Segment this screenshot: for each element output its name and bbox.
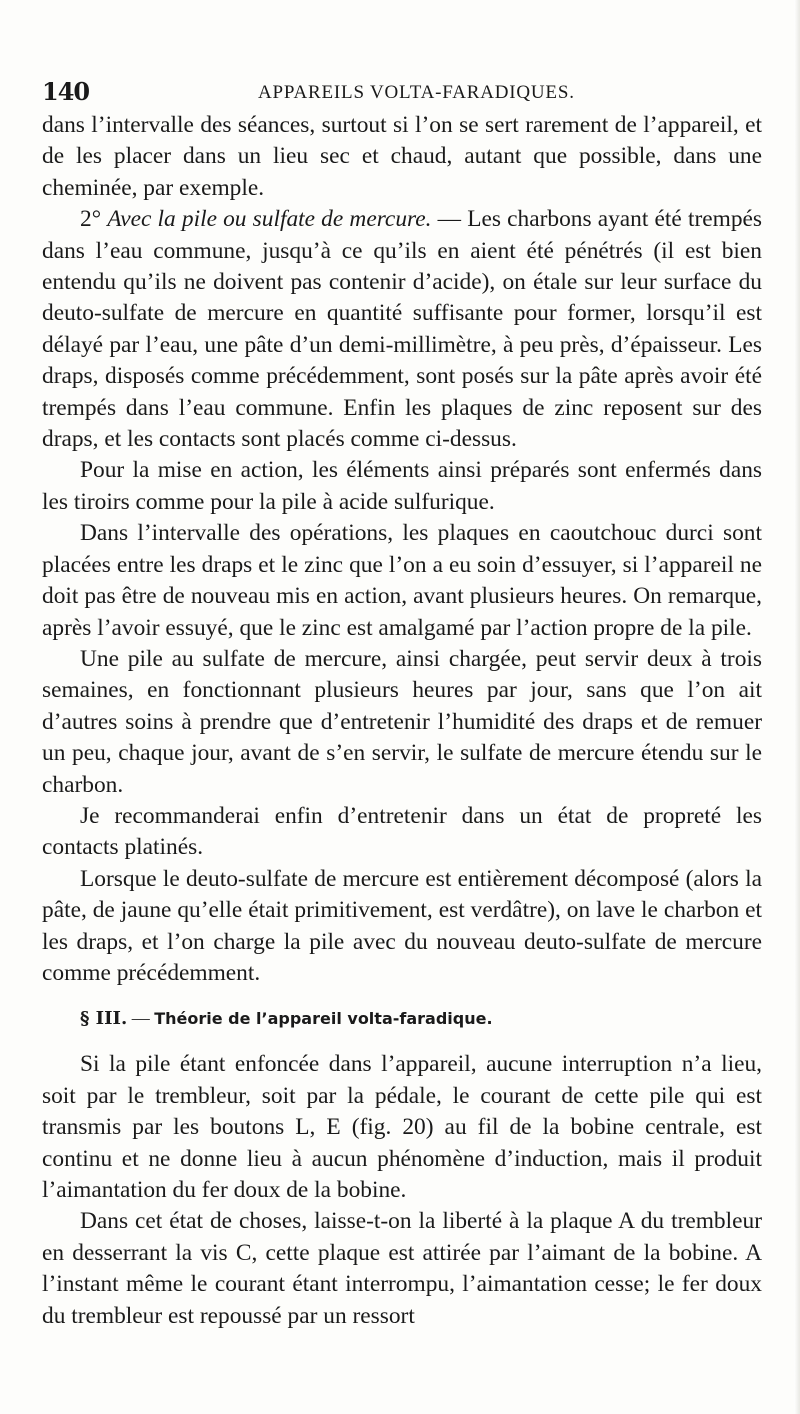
paragraph-5: Une pile au sulfate de mercure, ainsi chargée, peut servir deux à trois semaines, en fonctionnant plusieurs heures par jour, sans que l’on ait d’autres soins à prendre que d’entretenir l’humidité des draps et de remuer un peu, chaque jour, avant de s’en servir, le sulfate de mercure étendu sur le charbon.: [42, 645, 762, 798]
paragraph-2: [42, 204, 762, 455]
paragraph-1: dans l’intervalle des séances, surtout si l’on se sert rarement de l’appareil, et de les placer dans un lieu sec et chaud, autant que possible, dans une cheminée, par exemple.: [42, 112, 762, 201]
page-edge-shadow: [794, 0, 800, 1414]
paragraph-2-number: 2°: [80, 206, 108, 233]
section-heading: [42, 1006, 762, 1031]
section-number: § III.: [80, 1008, 128, 1030]
running-title: APPAREILS VOLTA-FARADIQUES.: [258, 82, 575, 103]
page-number: 140: [42, 77, 90, 106]
paragraph-2-title: Avec la pile ou sulfate de mercure.: [107, 206, 432, 233]
paragraph-7: Lorsque le deuto-sulfate de mercure est entièrement décomposé (alors la pâte, de jaune qu’elle était primitivement, est verdâtre), on lave le charbon et les draps, et l’on charge la pile avec du nouveau deuto-sulfate de mercure comme précédemment.: [42, 865, 762, 986]
body-text: [42, 110, 762, 1332]
paragraph-6: Je recommanderai enfin d’entretenir dans un état de propreté les contacts platinés.: [42, 802, 762, 861]
paragraph-9: Dans cet état de choses, laisse-t-on la liberté à la plaque A du trembleur en desserrant la vis C, cette plaque est attirée par l’aimant de la bobine. A l’instant même le courant étant interrompu, l’aimantation cesse; le fer doux du trembleur est repoussé par un ressort: [42, 1208, 762, 1329]
section-title: Théorie de l’appareil volta-faradique.: [154, 1009, 493, 1029]
paragraph-2-text: — Les charbons ayant été trempés dans l’eau commune, jusqu’à ce qu’ils en aient été pénétrés (il est bien entendu qu’ils ne doivent pas contenir d’acide), on étale sur leur surface du deuto-sulfate de mercure en quantité suffisante pour former, lorsqu’il est délayé par l’eau, une pâte d’un demi-millimètre, à peu près, d’épaisseur. Les draps, disposés comme précédemment, sont posés sur la pâte après avoir été trempés dans l’eau commune. Enfin les plaques de zinc reposent sur des draps, et les contacts sont placés comme ci-dessus.: [42, 206, 762, 453]
running-header: [42, 78, 762, 106]
paragraph-8: Si la pile étant enfoncée dans l’appareil, aucune interruption n’a lieu, soit par le trembleur, soit par la pédale, le courant de cette pile qui est transmis par les boutons L, E (fig. 20) au fil de la bobine centrale, est continu et ne donne lieu à aucun phénomène d’induction, mais il produit l’aimantation du fer doux de la bobine.: [42, 1051, 762, 1203]
section-dash: —: [127, 1008, 155, 1029]
paragraph-3: Pour la mise en action, les éléments ainsi préparés sont enfermés dans les tiroirs comme pour la pile à acide sulfurique.: [42, 457, 762, 515]
paragraph-4: Dans l’intervalle des opérations, les plaques en caoutchouc durci sont placées entre les draps et le zinc que l’on a eu soin d’essuyer, si l’appareil ne doit pas être de nouveau mis en action, avant plusieurs heures. On remarque, après l’avoir essuyé, que le zinc est amalgamé par l’action propre de la pile.: [42, 520, 762, 641]
